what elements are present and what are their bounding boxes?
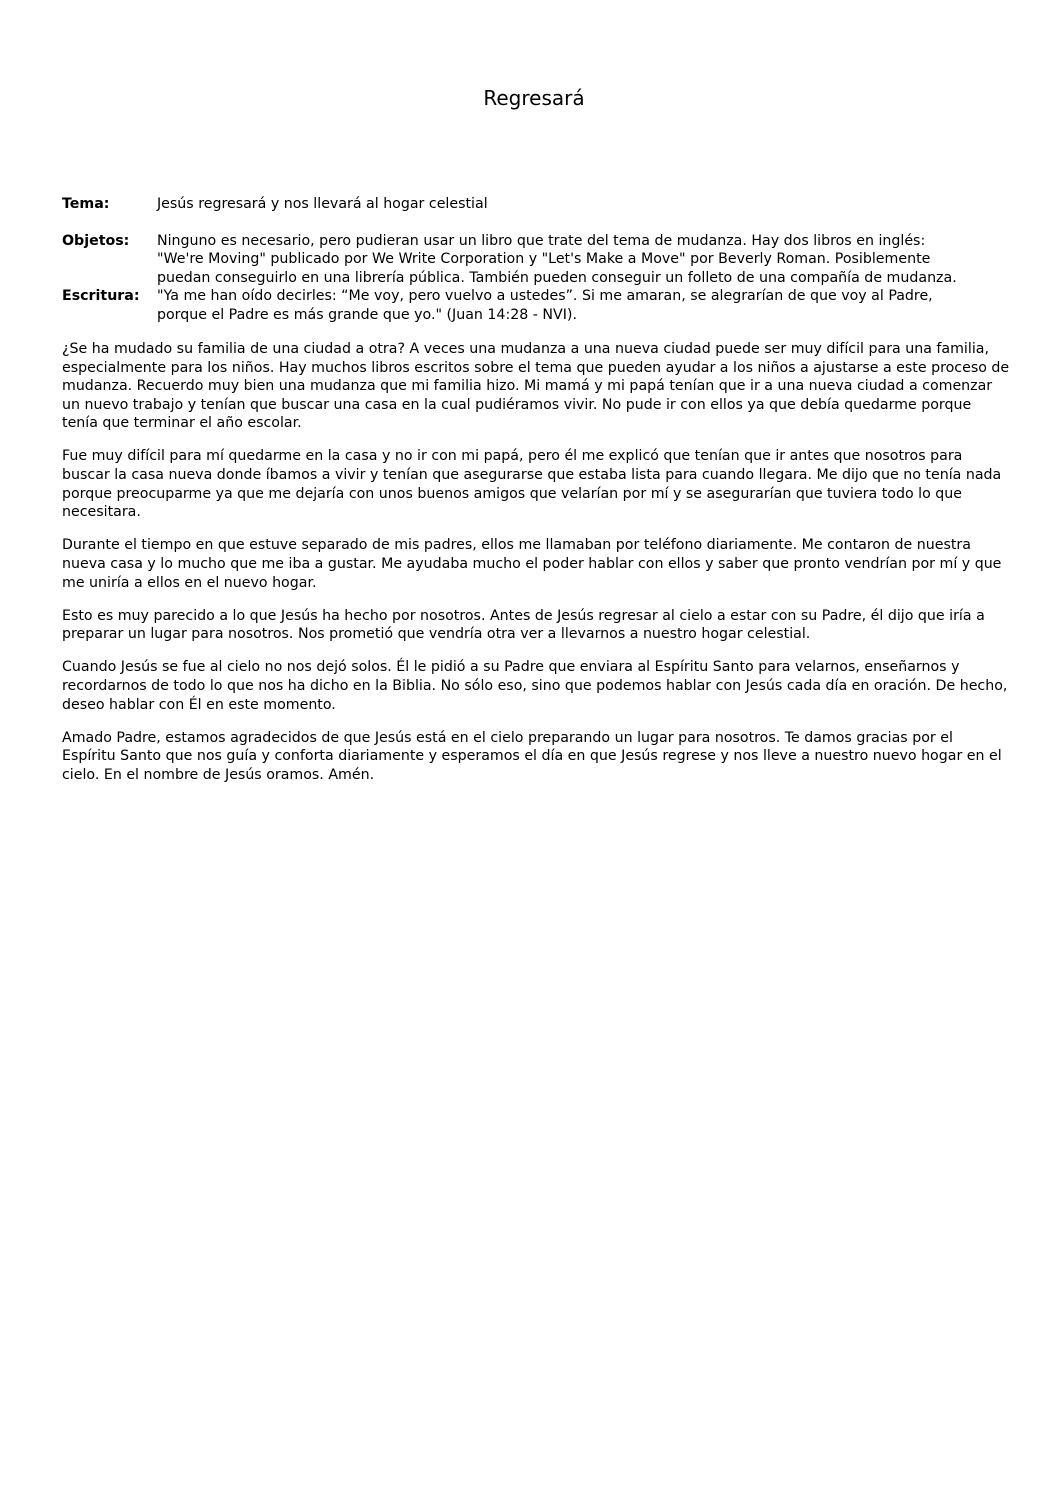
meta-label-escritura: Escritura: (62, 288, 140, 305)
meta-label-tema: Tema: (62, 196, 110, 212)
paragraph: Cuando Jesús se fue al cielo no nos dejó solos. Él le pidió a su Padre que enviara al Espíritu Santo para velarnos, enseñarnos y recordarnos de todo lo que nos ha dicho en la Biblia. No sólo eso, sino que podemos hablar con Jesús cada día en oración. De hecho, deseo hablar con Él en este momento. (62, 659, 1008, 713)
meta-value-objetos: Ninguno es necesario, pero pudieran usar un libro que trate del tema de mudanza. Hay dos libros en inglés: "We're Moving" publicado por We Write Corporation y "Let's Make a Move" por Beverly Roman. Posiblemente puedan conseguirlo en una librería pública. También pueden conseguir un folleto de una compañía de mudanza. (157, 232, 957, 286)
paragraph: ¿Se ha mudado su familia de una ciudad a otra? A veces una mudanza a una nueva ciudad puede ser muy difícil para una familia, especialmente para los niños. Hay muchos libros escritos sobre el tema que pueden ayudar a los niños a ajustarse a este proceso de mudanza. Recuerdo muy bien una mudanza que mi familia hizo. Mi mamá y mi papá tenían que ir a una nueva ciudad a comenzar un nuevo trabajo y tenían que buscar una casa en la cual pudiéramos vivir. No pude ir con ellos ya que debía quedarme porque tenía que terminar el año escolar. (62, 341, 1010, 432)
meta-value-tema: Jesús regresará y nos llevará al hogar celestial (157, 196, 488, 212)
paragraph: Durante el tiempo en que estuve separado de mis padres, ellos me llamaban por teléfono diariamente. Me contaron de nuestra nueva casa y lo mucho que me iba a gustar. Me ayudaba mucho el poder hablar con ellos y saber que pronto vendrían por mí y que me uniría a ellos en el nuevo hogar. (62, 537, 1002, 591)
paragraph: Fue muy difícil para mí quedarme en la casa y no ir con mi papá, pero él me explicó que tenían que ir antes que nosotros para buscar la casa nueva donde íbamos a vivir y tenían que asegurarse que estaba lista para cuando llegara. Me dijo que no tenía nada porque preocuparme ya que me dejaría con unos buenos amigos que velarían por mí y se asegurarían que tuviera todo lo que necesitara. (62, 448, 1002, 521)
document-title: Regresará (483, 86, 585, 110)
meta-row-tema (62, 195, 1012, 214)
lesson-metadata (62, 195, 1012, 325)
lesson-body (62, 340, 1010, 799)
paragraph: Esto es muy parecido a lo que Jesús ha hecho por nosotros. Antes de Jesús regresar al cielo a estar con su Padre, él dijo que iría a preparar un lugar para nosotros. Nos prometió que vendría otra ver a llevarnos a nuestro hogar celestial. (62, 607, 985, 643)
closing-prayer-paragraph: Amado Padre, estamos agradecidos de que Jesús está en el cielo preparando un lugar para nosotros. Te damos gracias por el Espíritu Santo que nos guía y conforta diariamente y esperamos el día en que Jesús regrese y nos lleve a nuestro nuevo hogar en el cielo. En el nombre de Jesús oramos. Amén. (62, 729, 1002, 783)
meta-value-escritura: "Ya me han oído decirles: “Me voy, pero vuelvo a ustedes”. Si me amaran, se alegrarían de que voy al Padre, porque el Padre es más grande que yo." (Juan 14:28 - NVI). (157, 288, 933, 323)
meta-row-objetos (62, 232, 1012, 288)
meta-row-escritura (62, 287, 1012, 324)
meta-label-objetos: Objetos: (62, 232, 130, 249)
